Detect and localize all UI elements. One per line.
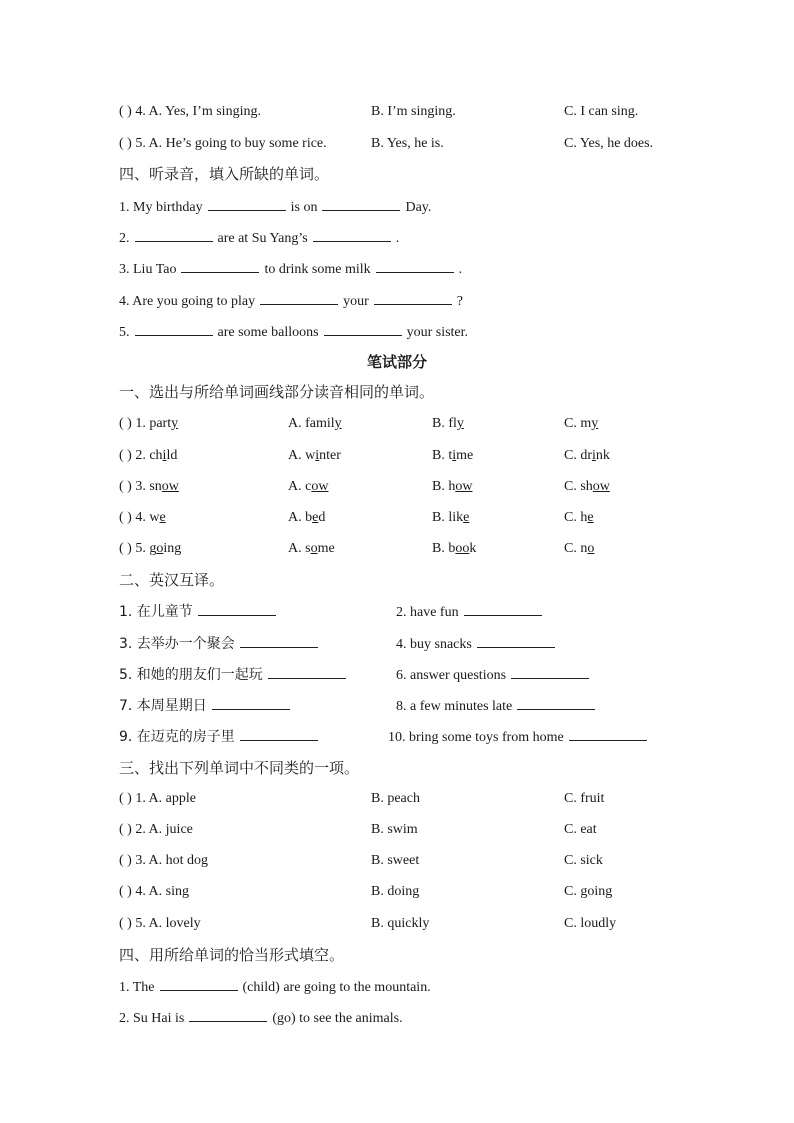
section-heading: 一、选出与所给单词画线部分读音相同的单词。 [119,383,435,401]
answer-blank[interactable] [464,601,542,616]
underlined-letters: i [315,448,320,463]
word-part: ch [149,448,163,463]
fill-row [0,290,794,310]
word-part: A. s [288,541,311,556]
underlined-letters: i [452,448,457,463]
text-part: My birthday [133,200,203,215]
word-part: B. fl [432,416,457,431]
odd-one-row [0,851,794,871]
translate-row [0,633,794,653]
underlined-letters: e [312,510,319,525]
answer-blank[interactable] [212,695,290,710]
answer-blank[interactable] [268,664,346,679]
text-part: are some balloons [217,325,319,340]
fill-row [0,227,794,247]
underlined-letters: o [587,541,595,556]
text-part: (go) to see the animals. [272,1011,403,1026]
answer-blank[interactable] [160,976,238,991]
option-b [432,539,476,559]
translate-left [119,664,351,685]
option-a [288,414,342,434]
text-part: . [458,262,463,277]
translate-left [119,726,323,747]
word-part: k [469,541,477,556]
word-part: C. h [564,510,588,525]
option-b: B. quickly [371,916,430,931]
option-c: C. loudly [564,916,617,931]
phonics-row [0,446,794,466]
option-a[interactable]: ( ) 4. A. sing [119,884,189,899]
answer-blank[interactable] [198,601,276,616]
option-a [288,477,328,497]
prompt-text: 4. buy snacks [396,637,472,652]
option-a[interactable]: ( ) 1. A. apple [119,791,196,806]
option-a [288,539,335,559]
question-word [119,539,181,559]
item-number: 1. [119,200,130,215]
written-part-title: 笔试部分 [366,353,427,371]
word-part: B. h [432,479,456,494]
translate-row [0,601,794,621]
text-part: ? [456,294,463,309]
choice-row [0,102,794,122]
word-part: nter [319,448,341,463]
underlined-letters: y [456,416,464,431]
answer-blank[interactable] [511,664,589,679]
option-b: B. sweet [371,853,420,868]
item-number: 5. [119,325,130,340]
word-part: C. sh [564,479,593,494]
translate-row [0,726,794,746]
answer-bracket[interactable]: ( ) 5. [119,541,146,556]
question-word [119,414,178,434]
option-c [564,446,610,466]
underlined-letters: ow [161,479,179,494]
option-b [432,446,473,466]
option-c: C. eat [564,822,597,837]
text-part: 2. Su Hai is [119,1011,185,1026]
question-word [119,508,166,528]
phonics-row [0,477,794,497]
prompt-text: 5. 和她的朋友们一起玩 [119,667,263,683]
underlined-letters: ow [311,479,329,494]
prompt-text: 8. a few minutes late [396,699,513,714]
phonics-row [0,539,794,559]
answer-blank[interactable] [477,633,555,648]
choice-c: C. Yes, he does. [564,136,654,151]
underlined-letters: i [592,448,596,463]
translate-right [396,664,594,686]
option-c [564,414,598,434]
option-b: B. peach [371,791,420,806]
underlined-letters: oo [455,541,470,556]
prompt-text: 1. 在儿童节 [119,604,193,620]
answer-bracket[interactable]: ( ) 3. [119,479,146,494]
translate-row [0,695,794,715]
word-part: C. m [564,416,592,431]
word-part: B. t [432,448,453,463]
word-part: nk [595,448,610,463]
answer-bracket[interactable]: ( ) 2. [119,448,146,463]
word-part: sn [149,479,162,494]
answer-blank[interactable] [135,321,213,336]
word-part: C. n [564,541,588,556]
odd-one-row [0,820,794,840]
option-b [432,477,472,497]
word-part: B. b [432,541,456,556]
phonics-row [0,508,794,528]
word-part: A. c [288,479,312,494]
underlined-letters: y [591,416,599,431]
option-b: B. doing [371,884,420,899]
fill-row [0,196,794,216]
word-part: A. b [288,510,313,525]
translate-right [388,726,652,748]
word-part: w [149,510,160,525]
translate-left [119,695,295,716]
word-part: C. dr [564,448,592,463]
underlined-letters: y [334,416,342,431]
choice-a: ( ) 5. A. He’s going to buy some rice. [119,136,327,151]
option-b: B. swim [371,822,418,837]
option-c [564,539,594,559]
question-word [119,477,179,497]
section-heading: 四、用所给单词的恰当形式填空。 [119,946,345,964]
answer-blank[interactable] [181,258,259,273]
answer-blank[interactable] [376,258,454,273]
underlined-letters: i [162,448,167,463]
option-a[interactable]: ( ) 2. A. juice [119,822,193,837]
text-part: . [395,231,400,246]
choice-b: B. I’m singing. [371,104,456,119]
underlined-letters: o [156,541,164,556]
text-part: your [343,294,369,309]
option-a [288,508,325,528]
answer-blank[interactable] [313,227,391,242]
section-heading: 三、找出下列单词中不同类的一项。 [119,759,360,777]
answer-blank[interactable] [240,726,318,741]
section-heading: 四、听录音，填入所缺的单词。 [119,165,330,183]
fill-form-row [0,1007,794,1027]
fill-row [0,258,794,278]
option-c: C. sick [564,853,603,868]
word-part: part [149,416,172,431]
choice-b: B. Yes, he is. [371,136,444,151]
text-part: your sister. [406,325,469,340]
odd-one-row [0,789,794,809]
prompt-text: 9. 在迈克的房子里 [119,729,235,745]
answer-blank[interactable] [517,695,595,710]
choice-a: ( ) 4. A. Yes, I’m singing. [119,104,261,119]
option-b [432,508,469,528]
answer-blank[interactable] [322,196,400,211]
answer-blank[interactable] [260,290,338,305]
translate-row [0,664,794,684]
section-heading: 二、英汉互译。 [119,571,225,589]
underlined-letters: ow [592,479,610,494]
prompt-text: 2. have fun [396,605,459,620]
word-part: A. w [288,448,316,463]
item-number: 3. [119,262,130,277]
prompt-text: 6. answer questions [396,668,507,683]
option-a [288,446,341,466]
phonics-row [0,414,794,434]
underlined-letters: y [171,416,179,431]
translate-right [396,633,560,655]
text-part: 1. The [119,980,155,995]
answer-blank[interactable] [208,196,286,211]
odd-one-row [0,882,794,902]
fill-form-row [0,976,794,996]
answer-bracket[interactable]: ( ) 1. [119,416,146,431]
text-part: is on [290,200,318,215]
answer-bracket[interactable]: ( ) 4. [119,510,146,525]
translate-left [119,633,323,654]
text-part: to drink some milk [264,262,371,277]
underlined-letters: e [587,510,594,525]
odd-one-row [0,914,794,934]
underlined-letters: e [463,510,470,525]
word-part: g [149,541,157,556]
word-part: d [318,510,326,525]
item-number: 2. [119,231,130,246]
text-part: Liu Tao [133,262,177,277]
word-part: A. famil [288,416,335,431]
answer-blank[interactable] [135,227,213,242]
prompt-text: 7. 本周星期日 [119,698,207,714]
text-part: are at Su Yang’s [217,231,308,246]
word-part: B. lik [432,510,464,525]
option-b [432,414,464,434]
option-c [564,477,610,497]
translate-right [396,695,600,717]
fill-row [0,321,794,341]
underlined-letters: e [159,510,166,525]
question-word [119,446,177,466]
translate-right [396,601,547,623]
item-number: 4. [119,294,130,309]
text-part: Day. [405,200,432,215]
answer-blank[interactable] [569,726,647,741]
option-c: C. fruit [564,791,605,806]
answer-blank[interactable] [240,633,318,648]
word-part: ld [166,448,178,463]
word-part: me [456,448,474,463]
word-part: me [317,541,335,556]
text-part: (child) are going to the mountain. [242,980,431,995]
choice-c: C. I can sing. [564,104,639,119]
prompt-text: 3. 去举办一个聚会 [119,636,235,652]
option-a[interactable]: ( ) 5. A. lovely [119,916,201,931]
answer-blank[interactable] [189,1007,267,1022]
word-part: ing [163,541,182,556]
option-c: C. going [564,884,613,899]
prompt-text: 10. bring some toys from home [388,730,564,745]
option-a[interactable]: ( ) 3. A. hot dog [119,853,209,868]
underlined-letters: o [310,541,318,556]
option-c [564,508,594,528]
text-part: Are you going to play [132,294,256,309]
answer-blank[interactable] [324,321,402,336]
translate-left [119,601,281,622]
choice-row [0,134,794,154]
answer-blank[interactable] [374,290,452,305]
underlined-letters: ow [455,479,473,494]
